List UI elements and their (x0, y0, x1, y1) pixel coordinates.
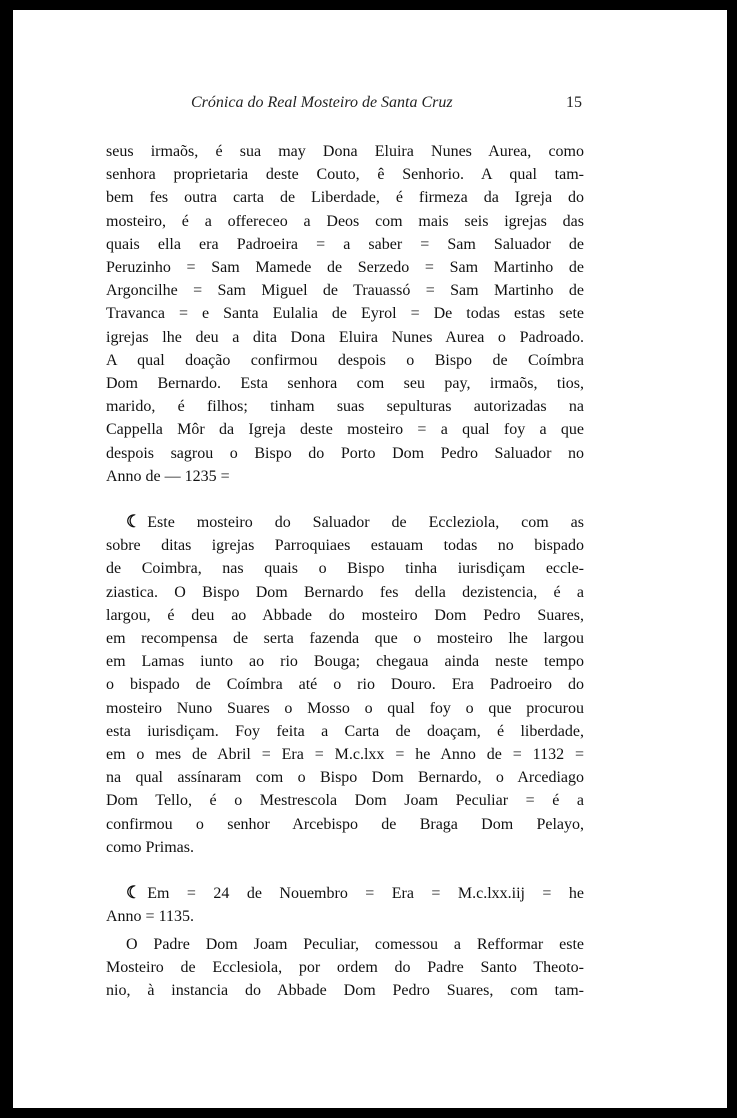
text-line (106, 510, 584, 534)
text-line: despois sagrou o Bispo do Porto Dom Pedro Saluador no (106, 444, 584, 462)
paragraph-3 (106, 881, 584, 928)
text-line: em recompensa de serta fazenda que o mosteiro lhe largou (106, 630, 584, 648)
text-line: marido, é filhos; tinham suas sepulturas autorizadas na (106, 398, 584, 416)
text-line-content: Em = 24 de Nouembro = Era = M.c.lxx.iij = he (147, 885, 584, 903)
text-line: largou, é deu ao Abbade do mosteiro Dom Pedro Suares, (106, 606, 584, 624)
text-line: O Padre Dom Joam Peculiar, comessou a Refformar este (126, 935, 584, 953)
text-line: nio, à instancia do Abbade Dom Pedro Suares, com tam- (106, 981, 584, 999)
text-line: igrejas lhe deu a dita Dona Eluira Nunes Aurea o Padroado. (106, 328, 584, 346)
paragraph-2 (106, 510, 584, 859)
text-line: na qual assínaram com o Bispo Dom Bernardo, o Arcediago (106, 769, 584, 787)
paragraph-mark-icon: ☾ (126, 883, 142, 903)
text-line: Anno = 1135. (106, 908, 194, 926)
text-line: de Coimbra, nas quais o Bispo tinha iurisdiçam eccle- (106, 560, 584, 578)
paragraph-4 (106, 933, 584, 1003)
text-line: Peruzinho = Sam Mamede de Serzedo = Sam Martinho de (106, 259, 584, 277)
text-line: como Primas. (106, 838, 194, 856)
text-line: Mosteiro de Ecclesiola, por ordem do Padre Santo Theoto- (106, 958, 584, 976)
text-line: sobre ditas igrejas Parroquiaes estauam todas no bispado (106, 537, 584, 555)
text-line: Travanca = e Santa Eulalia de Eyrol = De todas estas sete (106, 305, 584, 323)
text-line: Dom Bernardo. Esta senhora com seu pay, irmaõs, tios, (106, 375, 584, 393)
text-line: Anno de — 1235 = (106, 467, 230, 485)
text-line: o bispado de Coímbra até o rio Douro. Era Padroeiro do (106, 676, 584, 694)
page-header (13, 94, 727, 118)
text-line: senhora proprietaria deste Couto, ê Senhorio. A qual tam- (106, 166, 584, 184)
text-line: em o mes de Abril = Era = M.c.lxx = he Anno de = 1132 = (106, 746, 584, 764)
text-line: seus irmaõs, é sua may Dona Eluira Nunes Aurea, como (106, 143, 584, 160)
text-line: mosteiro, é a offereceo a Deos com mais seis igrejas das (106, 212, 584, 230)
page-body (106, 140, 584, 1002)
text-line: confirmou o senhor Arcebispo de Braga Dom Pelayo, (106, 815, 584, 833)
text-line: mosteiro Nuno Suares o Mosso o qual foy o que procurou (106, 699, 584, 717)
text-line: ziastica. O Bispo Dom Bernardo fes della dezistencia, é a (106, 583, 584, 601)
book-page (10, 10, 727, 1108)
text-line: A qual doação confirmou despois o Bispo de Coímbra (106, 351, 584, 369)
text-line-content: Este mosteiro do Saluador de Eccleziola, com as (147, 514, 584, 532)
paragraph-1 (106, 140, 584, 488)
text-line: Argoncilhe = Sam Miguel de Trauassó = Sam Martinho de (106, 282, 584, 300)
text-line: esta iurisdiçam. Foy feita a Carta de doaçam, é liberdade, (106, 722, 584, 740)
paragraph-mark-icon: ☾ (126, 512, 142, 532)
text-line: Dom Tello, é o Mestrescola Dom Joam Peculiar = é a (106, 792, 584, 810)
running-title: Crónica do Real Mosteiro de Santa Cruz (191, 94, 453, 111)
text-line: Cappella Môr da Igreja deste mosteiro = a qual foy a que (106, 421, 584, 439)
text-line (106, 881, 584, 905)
page-number: 15 (566, 94, 582, 111)
text-line: bem fes outra carta de Liberdade, é firmeza da Igreja do (106, 189, 584, 207)
text-line: quais ella era Padroeira = a saber = Sam Saluador de (106, 235, 584, 253)
text-line: em Lamas iunto ao rio Bouga; chegaua ainda neste tempo (106, 653, 584, 671)
